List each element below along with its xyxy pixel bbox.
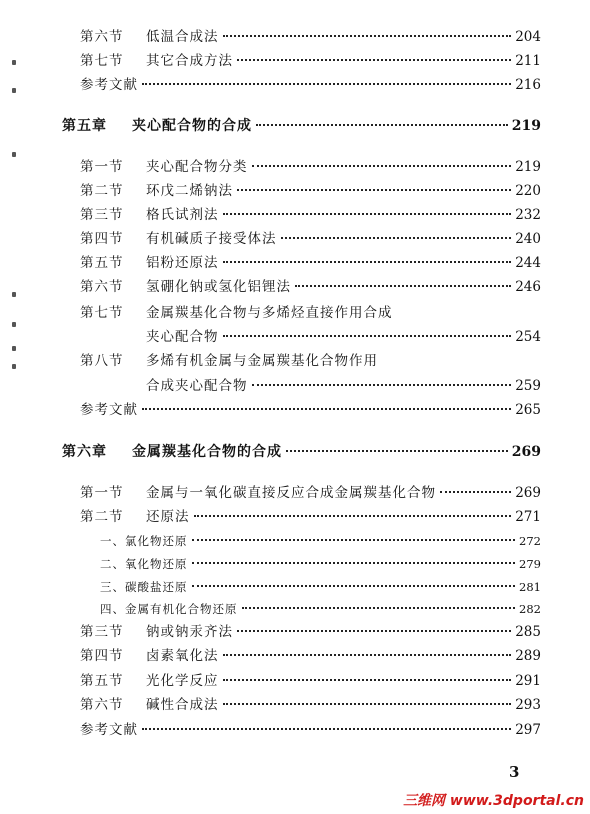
toc-entry-page: 220 (515, 183, 541, 199)
toc-entry-number: 第六章 (62, 444, 107, 460)
toc-entry-title: 金属有机化合物还原 (125, 602, 238, 616)
toc-entry-page: 265 (515, 402, 541, 418)
toc-entry-title: 有机碱质子接受体法 (146, 231, 277, 247)
toc-entry-number: 第五章 (62, 118, 107, 134)
toc-entry-number: 第七节 (80, 305, 124, 321)
toc-entry-page: 204 (515, 29, 541, 45)
dot-leader (286, 450, 508, 452)
toc-entry-page: 219 (515, 159, 541, 175)
toc-entry-title: 碳酸盐还原 (125, 580, 188, 594)
dot-leader (223, 654, 512, 656)
dot-leader (295, 285, 511, 287)
toc-entry-number: 第三节 (80, 624, 124, 640)
toc-chapter-entry[interactable] (62, 117, 541, 135)
toc-section-entry[interactable] (80, 230, 541, 248)
toc-entry-number: 第一节 (80, 159, 124, 175)
dot-leader (237, 630, 511, 632)
toc-references-entry[interactable] (80, 721, 541, 739)
toc-entry-number: 第四节 (80, 231, 124, 247)
toc-section-entry[interactable] (80, 254, 541, 272)
toc-entry-number: 一、 (100, 534, 125, 548)
toc-entry-title: 金属羰基化合物的合成 (132, 444, 282, 460)
dot-leader (223, 703, 512, 705)
dot-leader (252, 165, 512, 167)
toc-entry-title: 氢硼化钠或氢化铝锂法 (146, 279, 291, 295)
toc-section-entry[interactable] (80, 304, 541, 322)
toc-entry-title: 夹心配合物 (146, 329, 219, 345)
toc-entry-number: 二、 (100, 557, 125, 571)
toc-references-entry[interactable] (80, 76, 541, 94)
toc-entry-page: 269 (511, 444, 541, 460)
dot-leader (237, 59, 511, 61)
dot-leader (192, 539, 516, 541)
dot-leader (223, 335, 512, 337)
toc-entry-title: 格氏试剂法 (146, 207, 219, 223)
toc-entry-title: 参考文献 (80, 77, 138, 93)
toc-entry-title: 光化学反应 (146, 673, 219, 689)
toc-entry-title: 夹心配合物分类 (146, 159, 248, 175)
dot-leader (142, 83, 511, 85)
toc-entry-title: 参考文献 (80, 402, 138, 418)
dot-leader (237, 189, 511, 191)
watermark-logo: 三维网 www.3dportal.cn (403, 793, 584, 809)
dot-leader (281, 237, 512, 239)
dot-leader (256, 124, 508, 126)
toc-references-entry[interactable] (80, 401, 541, 419)
page-number: 3 (509, 763, 520, 781)
toc-section-entry[interactable] (146, 328, 541, 346)
toc-entry-title: 金属与一氧化碳直接反应合成金属羰基化合物 (146, 485, 436, 501)
toc-entry-title: 钠或钠汞齐法 (146, 624, 233, 640)
toc-entry-page: 259 (515, 378, 541, 394)
toc-entry-page: 219 (511, 118, 541, 134)
toc-section-entry[interactable] (80, 647, 541, 665)
toc-entry-number: 第五节 (80, 673, 124, 689)
dot-leader (142, 408, 511, 410)
toc-section-entry[interactable] (80, 206, 541, 224)
toc-entry-number: 第一节 (80, 485, 124, 501)
toc-chapter-entry[interactable] (62, 443, 541, 461)
toc-subsection-entry[interactable] (100, 532, 541, 550)
dot-leader (223, 679, 512, 681)
toc-entry-number: 第二节 (80, 183, 124, 199)
toc-entry-title: 还原法 (146, 509, 190, 525)
toc-section-entry[interactable] (146, 377, 541, 395)
toc-entry-page: 272 (519, 534, 541, 548)
dot-leader (223, 261, 512, 263)
dot-leader (223, 35, 512, 37)
toc-entry-page: 291 (515, 673, 541, 689)
toc-entry-page: 271 (515, 509, 541, 525)
toc-entry-number: 四、 (100, 602, 125, 616)
toc-entry-page: 254 (515, 329, 541, 345)
toc-entry-page: 216 (515, 77, 541, 93)
dot-leader (242, 607, 516, 609)
toc-section-entry[interactable] (80, 182, 541, 200)
toc-entry-page: 269 (515, 485, 541, 501)
toc-subsection-entry[interactable] (100, 555, 541, 573)
toc-entry-number: 第七节 (80, 53, 124, 69)
toc-entry-page: 232 (515, 207, 541, 223)
toc-entry-page: 285 (515, 624, 541, 640)
dot-leader (440, 491, 511, 493)
toc-entry-page: 246 (515, 279, 541, 295)
dot-leader (252, 384, 512, 386)
toc-entry-page: 281 (519, 580, 541, 594)
toc-entry-title: 环戊二烯钠法 (146, 183, 233, 199)
toc-entry-page: 289 (515, 648, 541, 664)
toc-entry-title: 参考文献 (80, 722, 138, 738)
toc-entry-title: 合成夹心配合物 (146, 378, 248, 394)
toc-entry-page: 282 (519, 602, 541, 616)
toc-entry-title: 多烯有机金属与金属羰基化合物作用 (146, 353, 378, 369)
dot-leader (142, 728, 511, 730)
toc-entry-title: 夹心配合物的合成 (132, 118, 252, 134)
toc-subsection-entry[interactable] (100, 578, 541, 596)
toc-entry-number: 三、 (100, 580, 125, 594)
toc-entry-number: 第五节 (80, 255, 124, 271)
toc-entry-page: 279 (519, 557, 541, 571)
toc-entry-page: 211 (515, 53, 541, 69)
toc-entry-title: 碱性合成法 (146, 697, 219, 713)
toc-entry-number: 第六节 (80, 279, 124, 295)
dot-leader (192, 562, 516, 564)
toc-entry-page: 244 (515, 255, 541, 271)
toc-entry-number: 第二节 (80, 509, 124, 525)
toc-entry-number: 第六节 (80, 29, 124, 45)
toc-entry-title: 氧化物还原 (125, 557, 188, 571)
toc-entry-page: 293 (515, 697, 541, 713)
toc-section-entry[interactable] (80, 352, 541, 370)
toc-entry-title: 氯化物还原 (125, 534, 188, 548)
toc-entry-number: 第四节 (80, 648, 124, 664)
toc-subsection-entry[interactable] (100, 600, 541, 618)
toc-entry-page: 240 (515, 231, 541, 247)
dot-leader (192, 585, 516, 587)
dot-leader (223, 213, 512, 215)
toc-entry-title: 铝粉还原法 (146, 255, 219, 271)
toc-section-entry[interactable] (80, 484, 541, 502)
scan-binding-marks (12, 60, 18, 390)
toc-section-entry[interactable] (80, 508, 541, 526)
toc-section-entry[interactable] (80, 623, 541, 641)
toc-section-entry[interactable] (80, 52, 541, 70)
toc-section-entry[interactable] (80, 278, 541, 296)
toc-entry-title: 金属羰基化合物与多烯烃直接作用合成 (146, 305, 393, 321)
toc-entry-number: 第八节 (80, 353, 124, 369)
toc-section-entry[interactable] (80, 672, 541, 690)
toc-entry-title: 卤素氧化法 (146, 648, 219, 664)
dot-leader (194, 515, 512, 517)
toc-section-entry[interactable] (80, 158, 541, 176)
toc-entry-page: 297 (515, 722, 541, 738)
toc-entry-number: 第六节 (80, 697, 124, 713)
toc-entry-number: 第三节 (80, 207, 124, 223)
toc-entry-title: 低温合成法 (146, 29, 219, 45)
toc-section-entry[interactable] (80, 696, 541, 714)
toc-section-entry[interactable] (80, 28, 541, 46)
toc-entry-title: 其它合成方法 (146, 53, 233, 69)
